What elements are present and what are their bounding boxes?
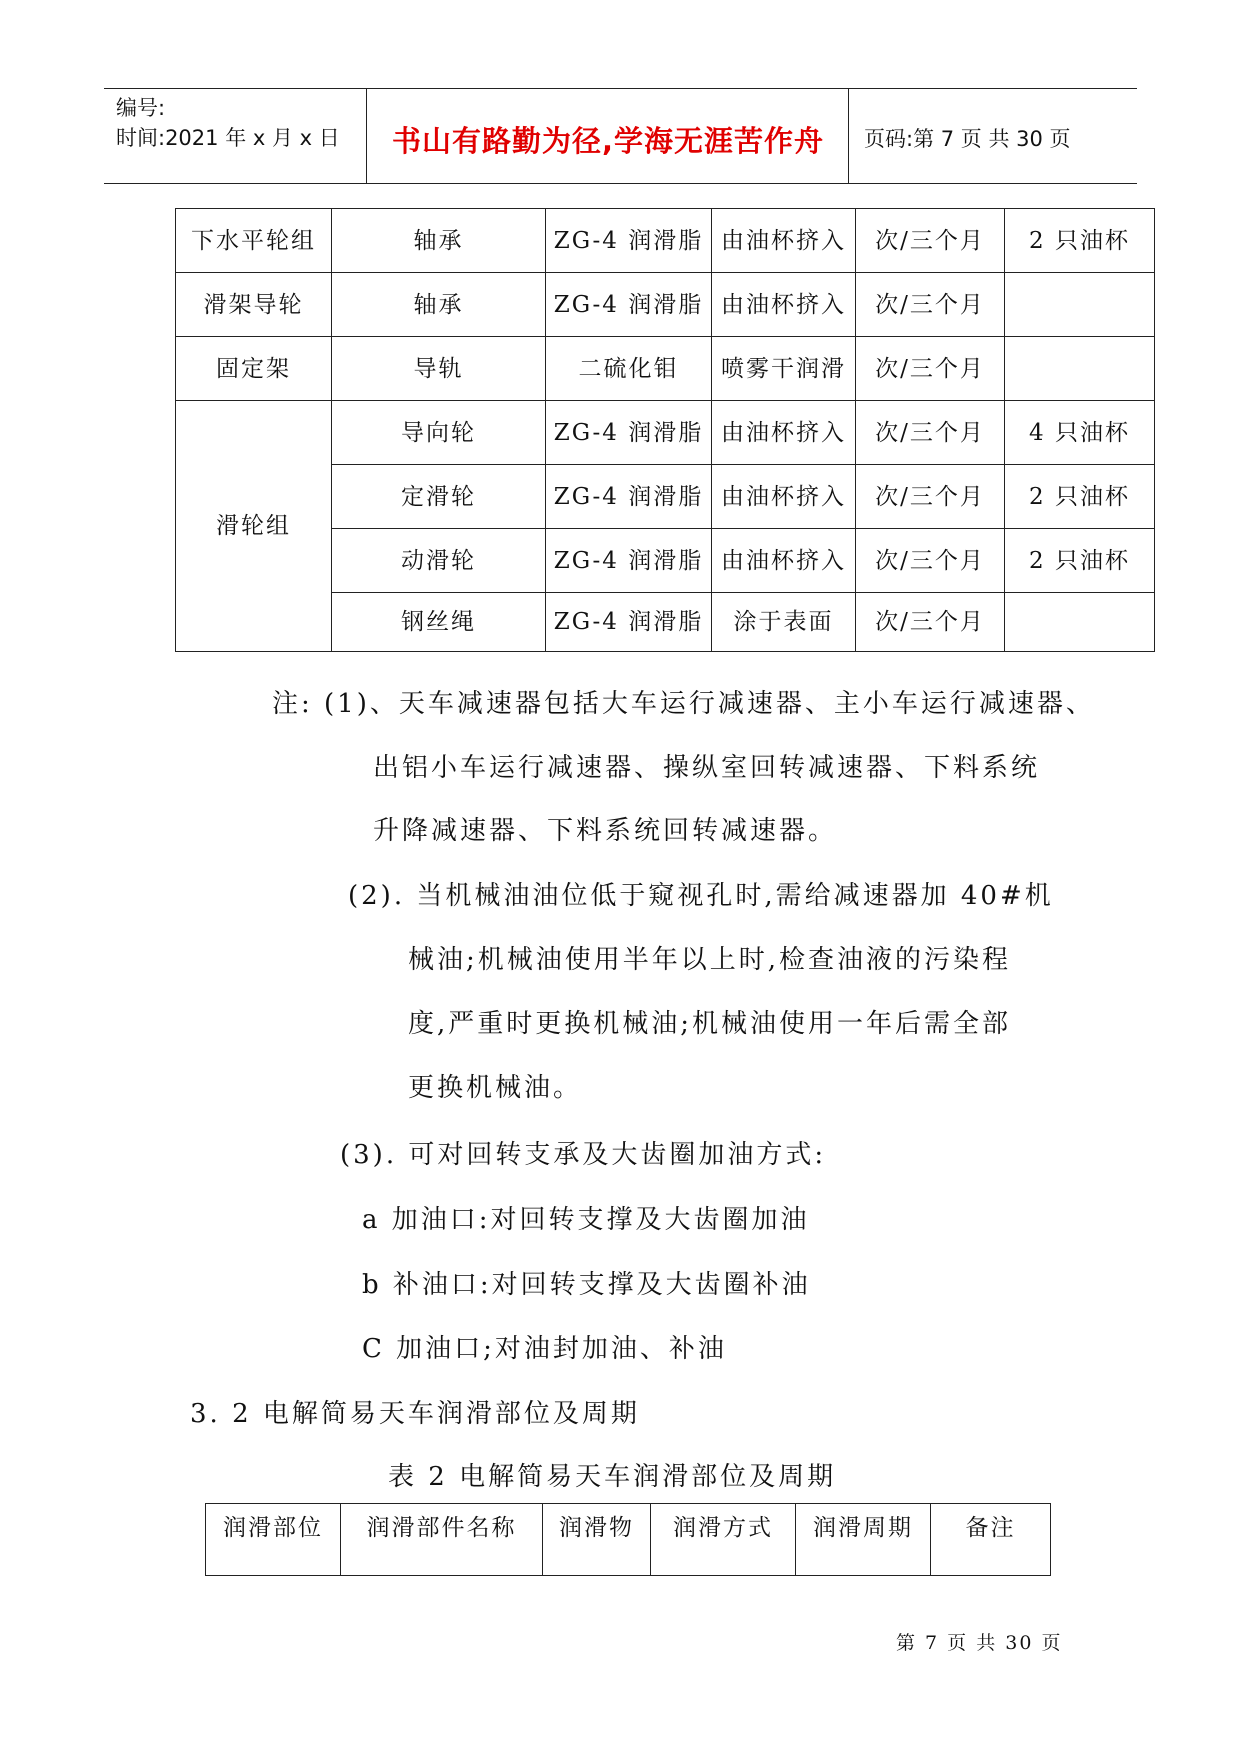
lubrication-table-2: [205, 1503, 1051, 1576]
cell-period: 次/三个月: [856, 401, 1005, 465]
cell-period: 次/三个月: [856, 209, 1005, 273]
cell-period: 次/三个月: [856, 593, 1005, 652]
cell-period: 次/三个月: [856, 273, 1005, 337]
cell-component: 动滑轮: [332, 529, 546, 593]
header-divider: [366, 89, 367, 183]
cell-component: 轴承: [332, 209, 546, 273]
cell-lubricant: ZG-4 润滑脂: [546, 401, 712, 465]
cell-method: 由油杯挤入: [712, 401, 856, 465]
header-cell: 润滑方式: [651, 1504, 796, 1576]
section-heading: 3. 2 电解简易天车润滑部位及周期: [190, 1399, 640, 1429]
cell-note: 2 只油杯: [1005, 209, 1155, 273]
cell-note: [1005, 273, 1155, 337]
table-header-row: [206, 1504, 1051, 1576]
cell-component: 定滑轮: [332, 465, 546, 529]
cell-method: 涂于表面: [712, 593, 856, 652]
cell-note: 2 只油杯: [1005, 465, 1155, 529]
cell-method: 由油杯挤入: [712, 209, 856, 273]
cell-component: 轴承: [332, 273, 546, 337]
cell-part: 固定架: [176, 337, 332, 401]
cell-part: 下水平轮组: [176, 209, 332, 273]
table-row: [176, 337, 1155, 401]
header-cell: 润滑周期: [796, 1504, 931, 1576]
doc-number-label: 编号:: [116, 96, 166, 120]
note-3-line-1: (3). 可对回转支承及大齿圈加油方式:: [340, 1140, 827, 1170]
note-3-item-a: a 加油口:对回转支撑及大齿圈加油: [362, 1205, 810, 1235]
lubrication-table-1: [175, 208, 1155, 652]
table-row: [176, 401, 1155, 465]
cell-part: 滑轮组: [176, 401, 332, 652]
header-cell: 润滑部位: [206, 1504, 341, 1576]
doc-time-label: 时间:2021 年 x 月 x 日: [116, 126, 340, 150]
page-header: [104, 88, 1137, 184]
cell-method: 由油杯挤入: [712, 273, 856, 337]
cell-part: 滑架导轮: [176, 273, 332, 337]
note-3-item-b: b 补油口:对回转支撑及大齿圈补油: [362, 1270, 811, 1300]
note-2-line-4: 更换机械油。: [408, 1073, 583, 1103]
note-2-line-2: 械油;机械油使用半年以上时,检查油液的污染程: [408, 945, 1012, 975]
header-cell: 润滑物: [543, 1504, 651, 1576]
page-footer: 第 7 页 共 30 页: [896, 1632, 1063, 1654]
header-motto: 书山有路勤为径,学海无涯苦作舟: [391, 124, 825, 158]
note-3-item-c: C 加油口;对油封加油、补油: [362, 1334, 727, 1364]
cell-period: 次/三个月: [856, 529, 1005, 593]
table-row: [176, 209, 1155, 273]
cell-period: 次/三个月: [856, 465, 1005, 529]
cell-lubricant: ZG-4 润滑脂: [546, 273, 712, 337]
header-page-info: 页码:第 7 页 共 30 页: [864, 127, 1071, 151]
cell-note: [1005, 337, 1155, 401]
cell-method: 喷雾干润滑: [712, 337, 856, 401]
cell-component: 导轨: [332, 337, 546, 401]
cell-note: 2 只油杯: [1005, 529, 1155, 593]
note-2-line-1: (2). 当机械油油位低于窥视孔时,需给减速器加 40#机: [348, 881, 1054, 911]
cell-lubricant: ZG-4 润滑脂: [546, 529, 712, 593]
note-2-line-3: 度,严重时更换机械油;机械油使用一年后需全部: [408, 1009, 1012, 1039]
cell-component: 导向轮: [332, 401, 546, 465]
cell-lubricant: 二硫化钼: [546, 337, 712, 401]
header-meta: [116, 93, 366, 153]
cell-method: 由油杯挤入: [712, 465, 856, 529]
cell-lubricant: ZG-4 润滑脂: [546, 209, 712, 273]
cell-method: 由油杯挤入: [712, 529, 856, 593]
table-2-caption: 表 2 电解简易天车润滑部位及周期: [388, 1462, 837, 1492]
cell-period: 次/三个月: [856, 337, 1005, 401]
header-cell: 备注: [931, 1504, 1051, 1576]
cell-note: 4 只油杯: [1005, 401, 1155, 465]
note-1-line-3: 升降减速器、下料系统回转减速器。: [373, 816, 838, 846]
note-1-line-2: 出铝小车运行减速器、操纵室回转减速器、下料系统: [373, 753, 1041, 783]
cell-note: [1005, 593, 1155, 652]
cell-lubricant: ZG-4 润滑脂: [546, 465, 712, 529]
note-1-line-1: 注: (1)、天车减速器包括大车运行减速器、主小车运行减速器、: [272, 689, 1095, 719]
cell-component: 钢丝绳: [332, 593, 546, 652]
header-divider: [848, 89, 849, 183]
header-cell: 润滑部件名称: [341, 1504, 543, 1576]
table-row: [176, 273, 1155, 337]
cell-lubricant: ZG-4 润滑脂: [546, 593, 712, 652]
